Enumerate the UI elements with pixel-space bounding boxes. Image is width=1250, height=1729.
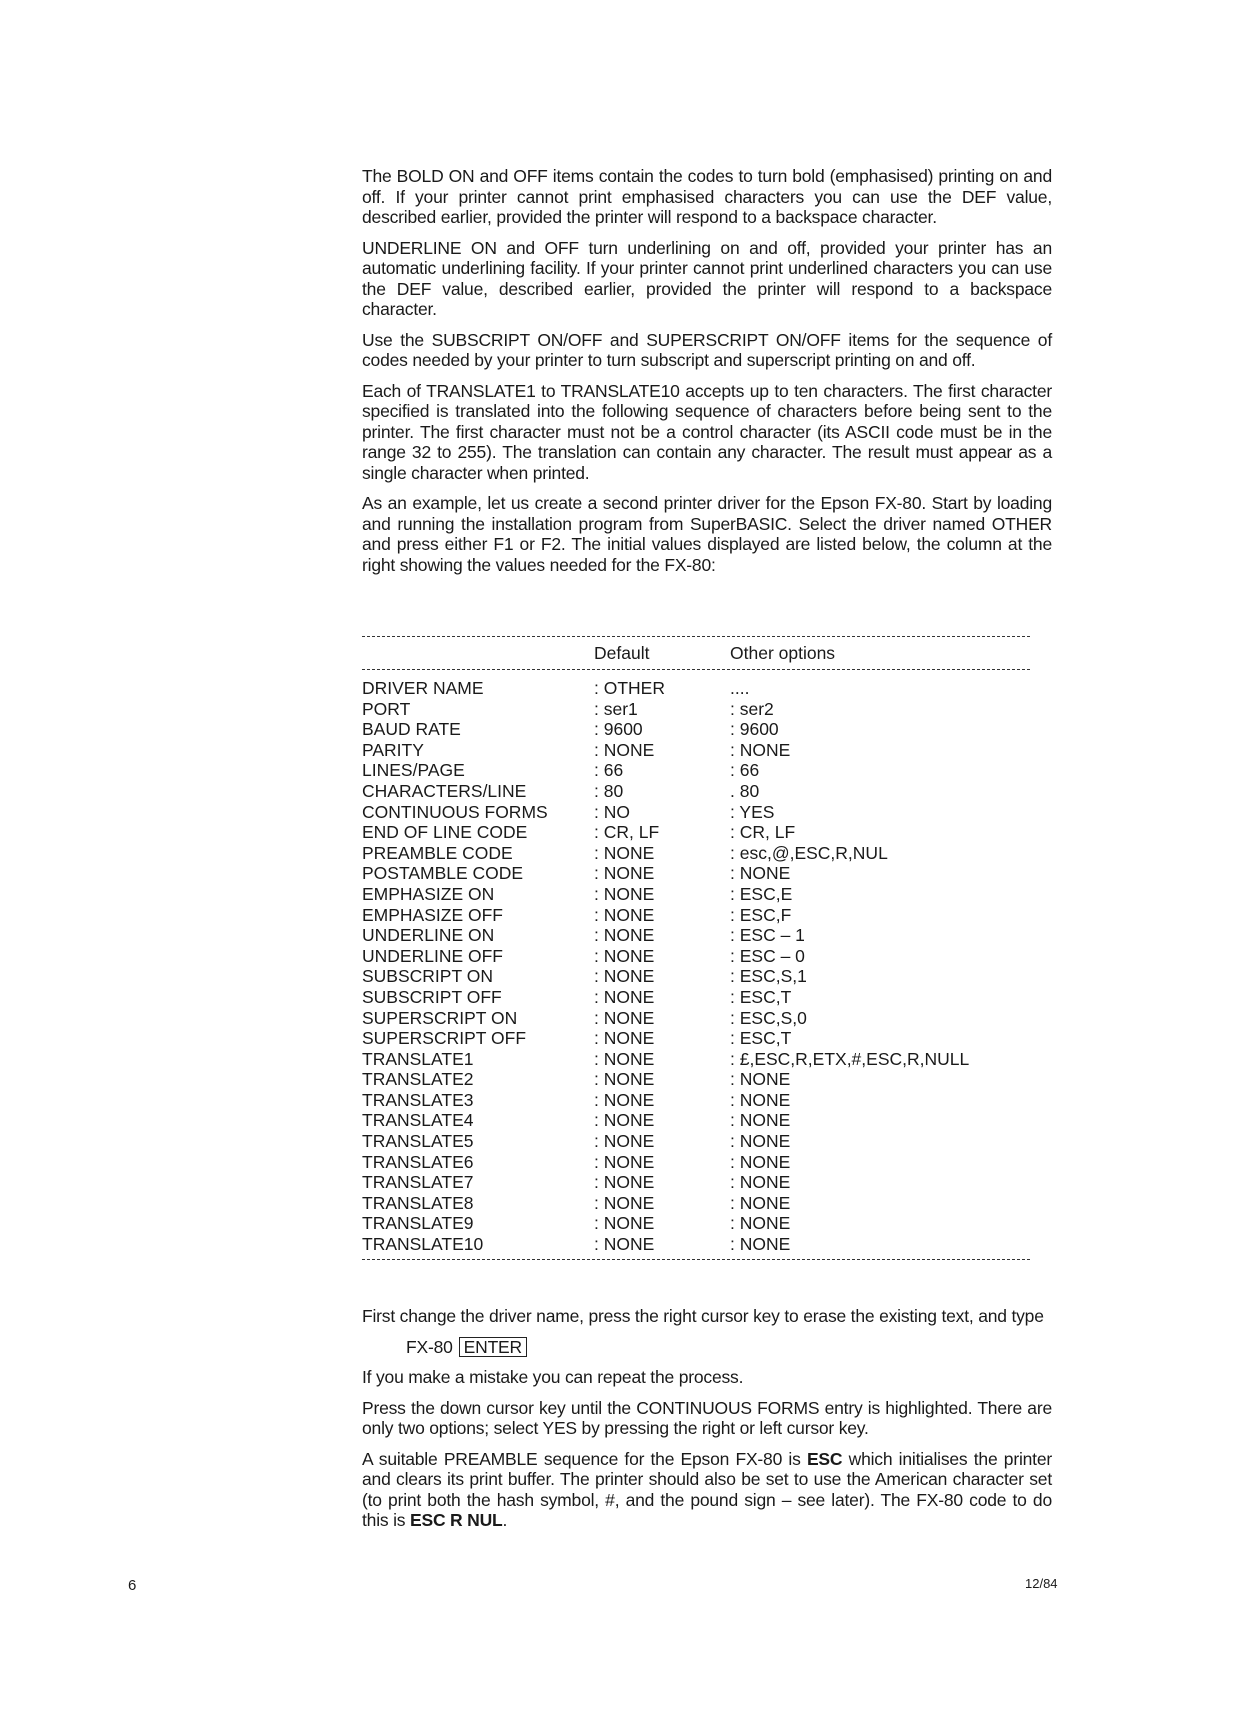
table-row <box>362 678 1030 699</box>
paragraph-continuous-forms: Press the down cursor key until the CONTINUOUS FORMS entry is highlighted. There are only two options; select YES by pressing the right or left cursor key. <box>362 1397 1052 1438</box>
row-name: TRANSLATE6 <box>362 1151 474 1172</box>
row-other-option: . 80 <box>730 780 760 801</box>
row-default: : NONE <box>594 1213 655 1234</box>
table-row <box>362 925 1030 946</box>
table-row <box>362 1131 1030 1152</box>
row-other-option: : ESC,F <box>730 904 792 925</box>
row-other-option: : ESC,E <box>730 883 793 904</box>
row-other-option: : 66 <box>730 760 760 781</box>
row-name: UNDERLINE ON <box>362 925 495 946</box>
row-default: : 66 <box>594 760 624 781</box>
row-name: EMPHASIZE ON <box>362 883 495 904</box>
table-row <box>362 843 1030 864</box>
page-number: 6 <box>128 1577 137 1594</box>
row-default: : NONE <box>594 1028 655 1049</box>
row-other-option: : ESC – 0 <box>730 945 805 966</box>
row-name: TRANSLATE7 <box>362 1172 474 1193</box>
row-other-option: : NONE <box>730 1069 791 1090</box>
row-name: SUPERSCRIPT ON <box>362 1007 518 1028</box>
row-other-option: : £,ESC,R,ETX,#,ESC,R,NULL <box>730 1048 970 1069</box>
row-default: : 80 <box>594 780 624 801</box>
row-default: : NO <box>594 801 630 822</box>
row-default: : NONE <box>594 966 655 987</box>
row-name: TRANSLATE3 <box>362 1089 474 1110</box>
row-name: TRANSLATE5 <box>362 1131 474 1152</box>
row-default: : NONE <box>594 1110 655 1131</box>
row-name: LINES/PAGE <box>362 760 465 781</box>
row-other-option: : ESC,S,1 <box>730 966 807 987</box>
row-name: TRANSLATE10 <box>362 1234 484 1255</box>
table-row <box>362 884 1030 905</box>
row-name: TRANSLATE2 <box>362 1069 474 1090</box>
table-row <box>362 946 1030 967</box>
row-default: : ser1 <box>594 698 638 719</box>
row-default: : CR, LF <box>594 822 660 843</box>
row-other-option: .... <box>730 678 750 698</box>
row-default: : NONE <box>594 1192 655 1213</box>
row-default: : NONE <box>594 842 655 863</box>
row-other-option: : ESC – 1 <box>730 925 805 946</box>
table-row <box>362 987 1030 1008</box>
table-row <box>362 1172 1030 1193</box>
table-row <box>362 1193 1030 1214</box>
row-other-option: : NONE <box>730 1234 791 1255</box>
row-name: EMPHASIZE OFF <box>362 904 503 925</box>
table-body <box>362 670 1030 1259</box>
row-name: TRANSLATE4 <box>362 1110 474 1131</box>
row-name: PORT <box>362 698 411 719</box>
paragraph-translate: Each of TRANSLATE1 to TRANSLATE10 accepts up to ten characters. The first character specified is translated into the following sequence of characters before being sent to the printer. The first character must not be a control character (its ASCII code must be in the range 32 to 255). The translation can contain any character. The result must appear as a single character when printed. <box>362 380 1052 483</box>
table-row <box>362 1069 1030 1090</box>
row-other-option: : 9600 <box>730 719 779 740</box>
row-default: : NONE <box>594 1007 655 1028</box>
table-row <box>362 699 1030 720</box>
row-name: TRANSLATE8 <box>362 1192 474 1213</box>
table-header <box>362 637 1030 669</box>
table-row <box>362 1152 1030 1173</box>
row-other-option: : NONE <box>730 1131 791 1152</box>
table-row <box>362 802 1030 823</box>
row-other-option: : NONE <box>730 1151 791 1172</box>
table-row <box>362 740 1030 761</box>
row-name: TRANSLATE9 <box>362 1213 474 1234</box>
table-row <box>362 1090 1030 1111</box>
row-default: : NONE <box>594 1089 655 1110</box>
preamble-esc-r-nul: ESC R NUL <box>410 1510 503 1530</box>
intro-section <box>362 166 1052 585</box>
table-bottom-rule <box>362 1259 1030 1260</box>
table-row <box>362 760 1030 781</box>
row-default: : NONE <box>594 1151 655 1172</box>
row-name: SUBSCRIPT OFF <box>362 986 502 1007</box>
row-default: : 9600 <box>594 719 643 740</box>
table-row <box>362 719 1030 740</box>
row-other-option: : ESC,T <box>730 986 792 1007</box>
paragraph-preamble <box>362 1449 1052 1531</box>
table-row <box>362 781 1030 802</box>
row-other-option: : esc,@,ESC,R,NUL <box>730 842 888 863</box>
table-row <box>362 1234 1030 1255</box>
row-other-option: : NONE <box>730 739 791 760</box>
row-name: END OF LINE CODE <box>362 822 528 843</box>
table-row <box>362 966 1030 987</box>
row-name: PARITY <box>362 739 424 760</box>
row-other-option: : NONE <box>730 1213 791 1234</box>
header-other-options: Other options <box>730 642 836 663</box>
table-row <box>362 822 1030 843</box>
row-default: : NONE <box>594 1131 655 1152</box>
row-other-option: : NONE <box>730 1110 791 1131</box>
row-other-option: : CR, LF <box>730 822 796 843</box>
row-default: : NONE <box>594 1048 655 1069</box>
row-default: : NONE <box>594 863 655 884</box>
row-default: : NONE <box>594 925 655 946</box>
row-other-option: : ESC,S,0 <box>730 1007 807 1028</box>
paragraph-script: Use the SUBSCRIPT ON/OFF and SUPERSCRIPT ON/OFF items for the sequence of codes needed by your printer to turn subscript and superscript printing on and off. <box>362 329 1052 370</box>
table-row <box>362 1213 1030 1234</box>
driver-settings-table <box>362 636 1030 1260</box>
preamble-esc: ESC <box>806 1448 843 1469</box>
row-default: : NONE <box>594 1172 655 1193</box>
row-other-option: : NONE <box>730 1172 791 1193</box>
row-default: : NONE <box>594 1069 655 1090</box>
row-other-option: : NONE <box>730 863 791 884</box>
row-name: TRANSLATE1 <box>362 1048 474 1069</box>
row-name: UNDERLINE OFF <box>362 945 503 966</box>
row-default: : NONE <box>594 986 655 1007</box>
row-default: : NONE <box>594 1234 655 1255</box>
table-row <box>362 1008 1030 1029</box>
preamble-text-c: which initialises the printer and clears its print buffer. The printer should also be set to use the American character set (to print both the hash symbol, #, and the pound sign – see later). The FX-80 code to do this is <box>362 1448 1052 1530</box>
preamble-text-a: A suitable PREAMBLE sequence for the Epson FX-80 is <box>362 1448 807 1469</box>
row-other-option: : NONE <box>730 1192 791 1213</box>
row-name: CONTINUOUS FORMS <box>362 801 548 822</box>
enter-key: ENTER <box>459 1337 527 1357</box>
row-default: : NONE <box>594 945 655 966</box>
preamble-text-e: . <box>502 1510 508 1530</box>
paragraph-bold: The BOLD ON and OFF items contain the codes to turn bold (emphasised) printing on and off. If your printer cannot print emphasised characters you can use the DEF value, described earlier, provided the printer will respond to a backspace character. <box>362 166 1052 227</box>
row-default: : NONE <box>594 739 655 760</box>
paragraph-mistake: If you make a mistake you can repeat the process. <box>362 1367 744 1387</box>
page-date: 12/84 <box>1025 1576 1058 1591</box>
row-default: : NONE <box>594 904 655 925</box>
table-row <box>362 905 1030 926</box>
row-other-option: : NONE <box>730 1089 791 1110</box>
row-default: : NONE <box>594 883 655 904</box>
table-row <box>362 863 1030 884</box>
row-other-option: : ser2 <box>730 698 774 719</box>
command-line <box>406 1337 1052 1358</box>
row-name: CHARACTERS/LINE <box>362 780 527 801</box>
table-row <box>362 1110 1030 1131</box>
row-default: : OTHER <box>594 678 665 698</box>
table-row <box>362 1028 1030 1049</box>
row-other-option: : YES <box>730 801 775 822</box>
command-text: FX-80 <box>406 1336 453 1357</box>
paragraph-change-name: First change the driver name, press the right cursor key to erase the existing text, and type <box>362 1306 1044 1326</box>
header-default: Default <box>594 642 650 663</box>
row-name: PREAMBLE CODE <box>362 842 513 863</box>
paragraph-underline: UNDERLINE ON and OFF turn underlining on and off, provided your printer has an automatic underlining facility. If your printer cannot print underlined characters you can use the DEF value, described earlier, provided the printer will respond to a backspace character. <box>362 237 1052 319</box>
paragraph-example: As an example, let us create a second printer driver for the Epson FX-80. Start by loading and running the installation program from SuperBASIC. Select the driver named OTHER and press either F1 or F2. The initial values displayed are listed below, the column at the right showing the values needed for the FX-80: <box>362 493 1052 575</box>
row-name: SUBSCRIPT ON <box>362 966 493 987</box>
row-name: POSTAMBLE CODE <box>362 863 524 884</box>
row-name: SUPERSCRIPT OFF <box>362 1028 527 1049</box>
instructions-section <box>362 1306 1052 1541</box>
row-other-option: : ESC,T <box>730 1028 792 1049</box>
row-name: BAUD RATE <box>362 719 461 740</box>
table-row <box>362 1049 1030 1070</box>
row-name: DRIVER NAME <box>362 678 484 698</box>
